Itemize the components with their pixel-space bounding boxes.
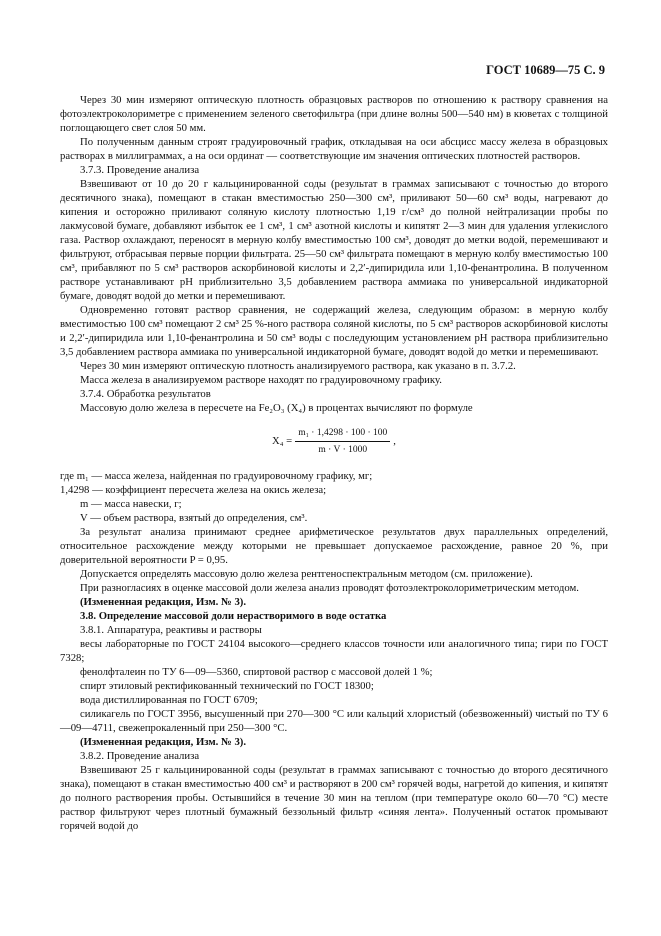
paragraph: При разногласиях в оценке массовой доли железа анализ проводят фотоэлектроколориметрическим методом. [80, 582, 579, 594]
paragraph: Через 30 мин измеряют оптическую плотность анализируемого раствора, как указано в п. 3.7.2. [80, 360, 516, 372]
list-item: вода дистиллированная по ГОСТ 6709; [80, 694, 258, 706]
paragraph: По полученным данным строят градуировочный график, откладывая на оси абсцисс массу железа в образцовых растворах в миллиграммах, а на оси ординат — соответствующие им значения оптических плотностей растворов. [60, 136, 608, 162]
paragraph: Массовую долю железа в пересчете на Fe₂O₃ (X₄) в процентах вычисляют по формуле [80, 402, 473, 414]
definition-item: V — объем раствора, взятый до определения, см³. [80, 512, 308, 524]
formula-numerator: m₁ · 1,4298 · 100 · 100 [295, 426, 390, 442]
revision-note: (Измененная редакция, Изм. № 3). [80, 596, 247, 608]
formula-definitions [60, 469, 608, 525]
definition-item: 1,4298 — коэффициент пересчета железа на окись железа; [60, 484, 327, 496]
paragraph: Допускается определять массовую долю железа рентгеноспектральным методом (см. приложение). [80, 568, 533, 580]
formula-denominator: m · V · 1000 [318, 444, 368, 455]
paragraph: Взвешивают 25 г кальцинированной соды (результат в граммах записывают с точностью до второго десятичного знака), помещают в стакан вместимостью 400 см³ и растворяют в 200 см³ горячей воды, нагретой до кипения, и кипятят до полного растворения пробы. Остывшийся в течение 30 мин на теплом (при температуре около 60—70 °С) месте раствор фильтруют через плотный бумажный беззольный фильтр «синяя лента». Полученный остаток промывают горячей водой до [60, 764, 608, 832]
list-item: весы лабораторные по ГОСТ 24104 высокого—среднего классов точности или аналогичного типа; гири по ГОСТ 7328; [60, 638, 608, 664]
section-heading: 3.7.3. Проведение анализа [80, 164, 200, 176]
section-heading: 3.7.4. Обработка результатов [80, 388, 211, 400]
formula-lhs: X₄ = [272, 435, 293, 447]
definition-item: где m₁ — масса железа, найденная по градуировочному графику, мг; [60, 470, 373, 482]
page-header: ГОСТ 10689—75 С. 9 [486, 63, 605, 77]
revision-note: (Измененная редакция, Изм. № 3). [80, 736, 247, 748]
document-body [60, 93, 608, 833]
formula-tail: , [393, 435, 396, 447]
list-item: спирт этиловый ректификованный технический по ГОСТ 18300; [80, 680, 374, 692]
list-item: фенолфталеин по ТУ 6—09—5360, спиртовой раствор с массовой долей 1 %; [80, 666, 433, 678]
paragraph: Одновременно готовят раствор сравнения, не содержащий железа, следующим образом: в мерную колбу вместимостью 100 см³ помещают 2 см³ 25 %-ного раствора соляной кислоты, по 5 см³ растворов аскорбиновой кислоты и 2,2′-дипиридила или 1,10-фенантролина и 50 см³ воды с последующим установлением pH раствора приблизительно 3,5 добавлением раствора аммиака по универсальной индикаторной бумаге, доводят водой до метки и перемешивают. [60, 304, 608, 358]
formula [60, 422, 608, 460]
definition-item: m — масса навески, г; [80, 498, 182, 510]
list-item: силикагель по ГОСТ 3956, высушенный при 270—300 °С или кальций хлористый (обезвоженный) чистый по ТУ 6—09—4711, свежепрокаленный при 250—300 °С. [60, 708, 608, 734]
formula-fraction [295, 426, 390, 457]
paragraph: Масса железа в анализируемом растворе находят по градуировочному графику. [80, 374, 442, 386]
section-heading: 3.8.1. Аппаратура, реактивы и растворы [80, 624, 262, 636]
section-heading: 3.8.2. Проведение анализа [80, 750, 200, 762]
paragraph: Взвешивают от 10 до 20 г кальцинированной соды (результат в граммах записывают с точностью до второго десятичного знака), помещают в стакан вместимостью 250—300 см³, приливают 50—60 см³ воды, нагревают до кипения и осторожно приливают соляную кислоту плотностью 1,19 г/см³ до полной нейтрализации пробы по лакмусовой бумаге, добавляют избыток ее 1 см³, 1 см³ азотной кислоты и кипятят 2—3 мин для удаления углекислого газа. Раствор охлаждают, переносят в мерную колбу вместимостью 100 см³, доводят до метки водой, перемешивают и фильтруют, отбрасывая первые порции фильтрата. 25—50 см³ фильтрата помещают в мерную колбу вместимостью 100 см³, прибавляют по 5 см³ растворов аскорбиновой кислоты и 2,2′-дипиридила или 1,10-фенантролина. В полученном растворе устанавливают pH приблизительно 3,5 добавлением раствора аммиака по универсальной индикаторной бумаге, доводят водой до метки и перемешивают. [60, 178, 608, 302]
paragraph: За результат анализа принимают среднее арифметическое результатов двух параллельных определений, относительное расхождение между которыми не превышает допускаемое расхождение, равное 20 %, при доверительной вероятности P = 0,95. [60, 526, 608, 566]
section-title: 3.8. Определение массовой доли нерастворимого в воде остатка [80, 610, 387, 622]
paragraph: Через 30 мин измеряют оптическую плотность образцовых растворов по отношению к раствору сравнения на фотоэлектроколориметре с применением зеленого светофильтра (при длине волны 500—540 нм) в кюветах с толщиной поглощающего свет слоя 50 мм. [60, 94, 608, 134]
